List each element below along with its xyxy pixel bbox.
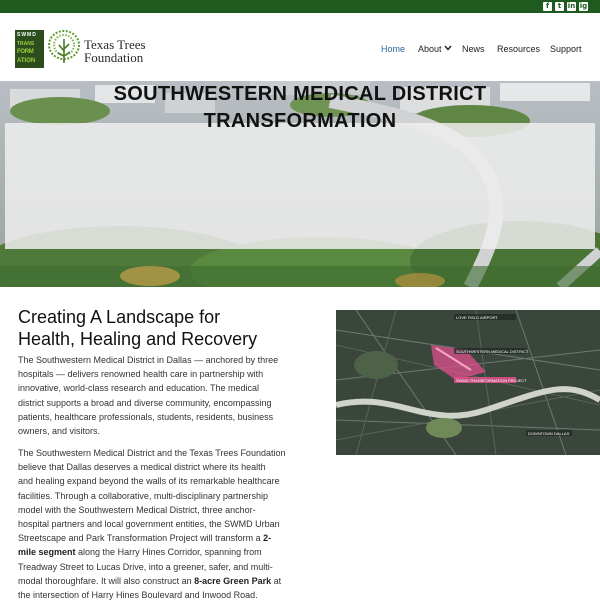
social-links <box>543 2 588 11</box>
logo-text: ATION <box>17 58 36 64</box>
nav-about[interactable]: About <box>418 44 442 54</box>
paragraph-line: district supports a broad and diverse community, encompassing <box>18 397 272 408</box>
intro-paragraph <box>18 353 316 438</box>
map-label-district: SOUTHWESTERN MEDICAL DISTRICT <box>456 349 529 354</box>
instagram-icon[interactable]: ig <box>579 2 588 10</box>
paragraph-line: model with the Southwestern Medical District, three anchor- <box>18 504 256 515</box>
paragraph-line: facilities. Through a collaborative, multi-disciplinary partnership <box>18 490 268 501</box>
hero-title: TRANSFORMATION <box>203 110 397 132</box>
map-label-downtown: DOWNTOWN DALLAS <box>528 431 570 436</box>
paragraph-line <box>18 545 316 559</box>
logo-text: TRANS <box>17 41 35 47</box>
paragraph-line: The Southwestern Medical District in Dallas — anchored by three <box>18 355 279 365</box>
paragraph-line <box>18 574 316 588</box>
paragraph-line: hospital partners and local government entities, the SWMD Urban <box>18 519 280 530</box>
hero-title-panel <box>5 123 595 249</box>
nav-resources[interactable]: Resources <box>497 44 541 54</box>
paragraph-line: believe that Dallas deserves a medical district where its health <box>18 462 266 473</box>
paragraph-line <box>18 531 316 545</box>
paragraph-line: hospitals — delivers renowned health care in partnership with <box>18 369 264 380</box>
highlight-green-park: 8-acre Green Park <box>194 575 272 586</box>
paragraph-line: the intersection of Harry Hines Boulevard and Inwood Road. <box>18 590 258 600</box>
hero-title: SOUTHWESTERN MEDICAL DISTRICT <box>113 83 487 105</box>
paragraph-text: Streetscape and Park Transformation Project will transform a <box>18 533 261 544</box>
paragraph-text: at <box>271 575 282 586</box>
tree-logo-icon[interactable] <box>47 29 81 67</box>
twitter-icon[interactable]: t <box>555 2 564 11</box>
foundation-name[interactable]: Foundation <box>84 50 144 65</box>
paragraph-line: innovative, world-class research and education. The medical <box>18 383 259 394</box>
paragraph-line: patients, healthcare professionals, students, residents, business <box>18 411 274 422</box>
map-label-project: SWMD TRANSFORMATION PROJECT <box>456 378 527 383</box>
foundation-name[interactable]: Texas Trees <box>84 37 146 52</box>
district-map-graphic <box>336 310 600 455</box>
linkedin-icon[interactable]: in <box>567 2 576 10</box>
paragraph-line: owners, and visitors. <box>18 426 101 437</box>
logo-text: SWMD <box>17 32 37 38</box>
project-paragraph <box>18 446 316 600</box>
paragraph-line: The Southwestern Medical District and the Texas Trees Foundation <box>18 448 286 458</box>
facebook-icon[interactable]: f <box>543 2 552 11</box>
paragraph-text: modal thoroughfare. It will also construct an <box>18 575 195 586</box>
swmd-transformation-logo[interactable] <box>15 30 44 68</box>
paragraph-text: along the Harry Hines Corridor, spanning from <box>75 547 262 558</box>
nav-home[interactable]: Home <box>381 44 406 54</box>
nav-news[interactable]: News <box>462 44 485 54</box>
top-bar <box>0 0 600 13</box>
highlight-2-mile: 2- <box>263 533 272 544</box>
chevron-down-icon[interactable] <box>444 45 452 51</box>
paragraph-line: Treadway Street to Lucas Drive, into a greener, safer, and multi- <box>18 561 273 572</box>
highlight-2-mile: mile segment <box>18 547 76 558</box>
section-heading: Health, Healing and Recovery <box>18 329 258 349</box>
paragraph-line: and healing expand beyond the walls of its remarkable healthcare <box>18 476 280 487</box>
section-heading: Creating A Landscape for <box>18 307 221 327</box>
nav-support[interactable]: Support <box>550 44 582 54</box>
logo-text: FORM <box>17 49 34 55</box>
district-map-image[interactable] <box>336 310 600 455</box>
map-label-airport: LOVE FIELD AIRPORT <box>456 315 498 320</box>
